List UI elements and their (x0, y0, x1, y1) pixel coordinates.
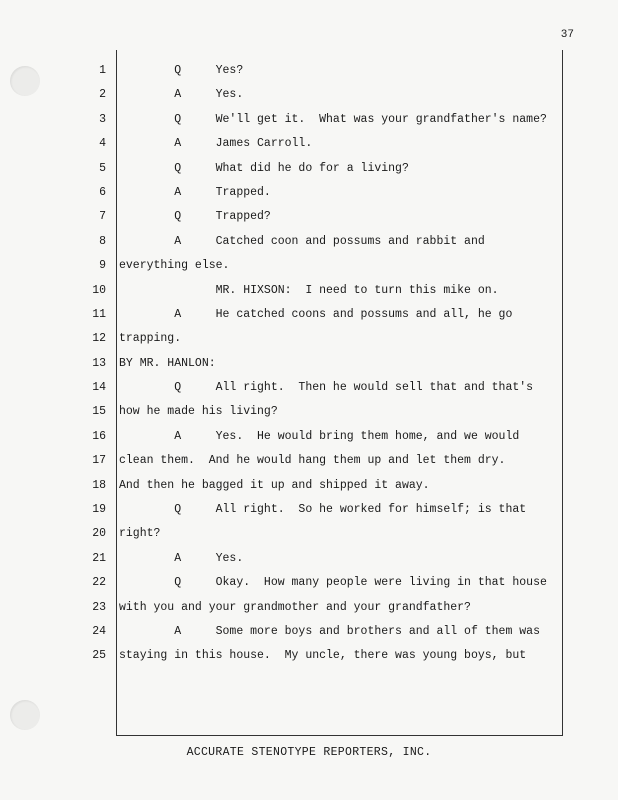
line-number: 25 (92, 649, 106, 663)
transcript-line (0, 571, 618, 595)
line-number: 19 (92, 503, 106, 517)
line-text: Q What did he do for a living? (119, 161, 409, 175)
line-text: trapping. (119, 332, 182, 346)
transcript-line (0, 522, 618, 546)
line-text: Q All right. Then he would sell that and that's (119, 381, 534, 395)
transcript-line (0, 254, 618, 278)
line-text: MR. HIXSON: I need to turn this mike on. (119, 283, 499, 297)
line-number: 3 (99, 112, 106, 126)
transcript-line (0, 279, 618, 303)
line-number: 18 (92, 478, 106, 492)
line-text: BY MR. HANLON: (119, 356, 216, 370)
line-text: Q Trapped? (119, 210, 271, 224)
transcript-line (0, 400, 618, 424)
line-number: 23 (92, 600, 106, 614)
line-text: Q All right. So he worked for himself; is that (119, 503, 527, 517)
line-text: A Yes. (119, 88, 244, 102)
transcript-line (0, 83, 618, 107)
transcript-line (0, 303, 618, 327)
transcript-line (0, 547, 618, 571)
line-text: A He catched coons and possums and all, he go (119, 307, 513, 321)
transcript-line (0, 157, 618, 181)
transcript-line (0, 474, 618, 498)
transcript-line (0, 596, 618, 620)
transcript-line (0, 327, 618, 351)
line-text: Q Yes? (119, 64, 244, 77)
page-number: 37 (560, 29, 574, 41)
line-text: clean them. And he would hang them up and let them dry. (119, 454, 506, 468)
transcript-line (0, 59, 618, 83)
line-number: 1 (99, 64, 106, 77)
line-number: 21 (92, 551, 106, 565)
line-number: 13 (92, 356, 106, 370)
line-number: 8 (99, 234, 106, 248)
line-number: 9 (99, 259, 106, 273)
line-number: 11 (92, 307, 106, 321)
line-number: 17 (92, 454, 106, 468)
line-number: 6 (99, 185, 106, 199)
line-number: 15 (92, 405, 106, 419)
line-text: A Some more boys and brothers and all of them was (119, 624, 540, 638)
transcript-line (0, 425, 618, 449)
transcript-line (0, 449, 618, 473)
line-number: 4 (99, 137, 106, 151)
transcript-line (0, 352, 618, 376)
line-number: 7 (99, 210, 106, 224)
line-number: 16 (92, 429, 106, 443)
line-text: And then he bagged it up and shipped it away. (119, 478, 430, 492)
line-number: 10 (92, 283, 106, 297)
line-number: 22 (92, 576, 106, 590)
line-number: 5 (99, 161, 106, 175)
transcript-line (0, 205, 618, 229)
transcript-line (0, 108, 618, 132)
line-text: A Yes. He would bring them home, and we would (119, 429, 520, 443)
line-number: 14 (92, 381, 106, 395)
transcript-lines (0, 59, 618, 669)
transcript-line (0, 620, 618, 644)
line-text: with you and your grandmother and your grandfather? (119, 600, 471, 614)
line-number: 12 (92, 332, 106, 346)
line-text: A Trapped. (119, 185, 271, 199)
transcript-line (0, 230, 618, 254)
line-text: A Yes. (119, 551, 244, 565)
line-number: 2 (99, 88, 106, 102)
line-text: Q We'll get it. What was your grandfather's name? (119, 112, 547, 126)
margin-rule-bottom (116, 735, 563, 736)
line-text: A Catched coon and possums and rabbit and (119, 234, 485, 248)
line-text: staying in this house. My uncle, there was young boys, but (119, 649, 527, 663)
punch-hole (10, 700, 40, 730)
line-text: right? (119, 527, 161, 541)
transcript-line (0, 498, 618, 522)
transcript-line (0, 181, 618, 205)
line-number: 20 (92, 527, 106, 541)
line-text: A James Carroll. (119, 137, 313, 151)
line-text: how he made his living? (119, 405, 278, 419)
line-text: Q Okay. How many people were living in that house (119, 576, 547, 590)
line-text: everything else. (119, 259, 230, 273)
line-number: 24 (92, 624, 106, 638)
transcript-line (0, 644, 618, 668)
transcript-line (0, 376, 618, 400)
reporter-footer: ACCURATE STENOTYPE REPORTERS, INC. (186, 746, 432, 759)
transcript-line (0, 132, 618, 156)
